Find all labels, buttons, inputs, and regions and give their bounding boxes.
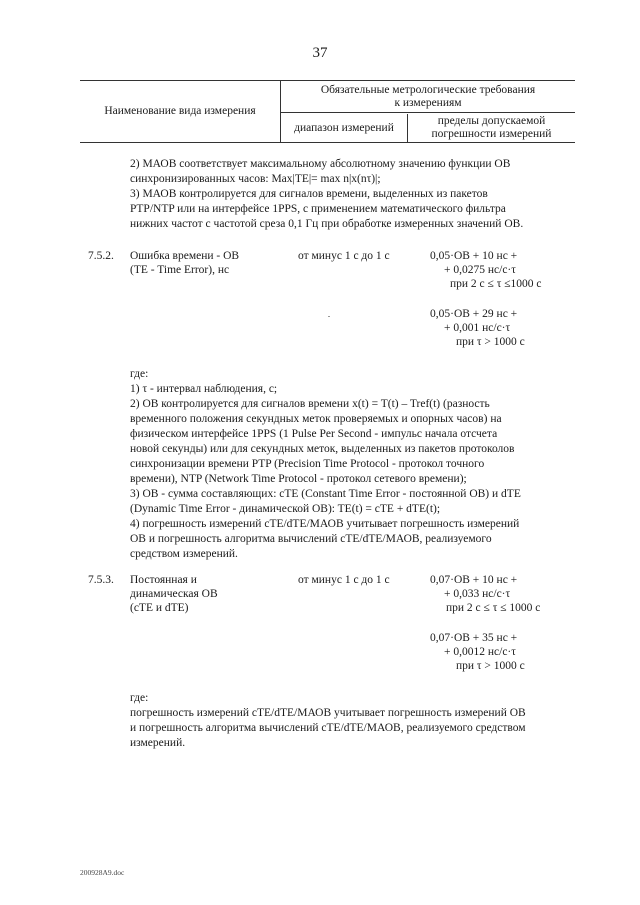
row-number: 7.5.2. [88,250,114,262]
notes-7-5-3 [130,691,575,751]
row-accuracy-a: 0,07·ОВ + 10 нс + + 0,033 нс/с·τ при 2 с ≤ τ ≤ 1000 с [430,574,541,614]
scan-speck [328,316,330,317]
header-accuracy-line1: пределы допускаемой [437,115,546,127]
row-measurement-name: Постоянная и динамическая ОВ (cTE и dTE) [130,574,218,614]
row-range: от минус 1 с до 1 с [298,250,390,262]
text-line: ОВ и погрешность алгоритма вычислений cTE/dTE/МАОВ, реализуемого [130,533,492,545]
text-line: новой секунды) или для секундных меток, выделенных из пакетов протоколов [130,443,515,455]
text-line: 1) τ - интервал наблюдения, с; [130,383,278,395]
row-accuracy-a: 0,05·ОВ + 10 нс + + 0,0275 нс/с·τ при 2 с ≤ τ ≤1000 с [430,250,542,290]
header-range: диапазон измерений [281,114,408,142]
header-requirements [281,81,575,113]
intro-notes [130,157,575,232]
row-number: 7.5.3. [88,574,114,586]
page-number: 37 [312,45,328,61]
text-line: физическом интерфейсе 1PPS (1 Pulse Per Second - импульс начала отсчета [130,428,498,440]
text-line: (Dynamic Time Error - динамической ОВ): TE(t) = cTE + dTE(t); [130,503,441,515]
header-req-line2: к измерениям [394,97,462,109]
text-line: где: [130,368,149,380]
text-line: и погрешность алгоритма вычислений cTE/dTE/МАОВ, реализуемого средством [130,722,526,734]
text-line: PTP/NTP или на интерфейсе 1PPS, с применением математического фильтра [130,203,506,215]
row-accuracy-b: 0,07·ОВ + 35 нс + + 0,0012 нс/с·τ при τ > 1000 с [430,632,525,672]
text-line: измерений. [130,737,186,749]
text-line: синхронизации времени PTP (Precision Time Protocol - протокол точного [130,458,485,470]
text-line: нижних частот с частотой среза 0,1 Гц при обработке измеренных значений ОВ. [130,218,524,230]
row-accuracy-b: 0,05·ОВ + 29 нс + + 0,001 нс/с·τ при τ > 1000 с [430,308,525,348]
header-accuracy-line2: погрешности измерений [431,128,552,140]
footer-filename: 200928А9.doc [80,868,125,877]
text-line: где: [130,692,149,704]
header-req-line1: Обязательные метрологические требования [320,84,536,96]
text-line: 2) ОВ контролируется для сигналов времени x(t) = T(t) – Tref(t) (разность [130,398,490,410]
header-measurement-name-cell [80,81,281,142]
row-measurement-name: Ошибка времени - ОВ (TE - Time Error), нс [130,250,240,276]
text-line: временного положения секундных меток проверяемых и опорных часов) на [130,413,502,425]
table-header [80,80,575,143]
row-range: от минус 1 с до 1 с [298,574,390,586]
text-line: 3) ОВ - сумма составляющих: cTE (Constant Time Error - постоянной ОВ) и dTE [130,488,521,500]
text-line: синхронизированных часов: Max|TE|= max n|x(nτ)|; [130,173,381,185]
text-line: средством измерений. [130,548,238,560]
notes-7-5-2 [130,367,575,562]
text-line: времени), NTP (Network Time Protocol - протокол сетевого времени); [130,473,467,485]
header-accuracy [408,114,575,143]
header-measurement-name: Наименование вида измерения [104,105,256,117]
text-line: 3) МАОВ контролируется для сигналов времени, выделенных из пакетов [130,188,488,200]
text-line: погрешность измерений cTE/dTE/МАОВ учитывает погрешность измерений ОВ [130,707,526,719]
text-line: 4) погрешность измерений cTE/dTE/МАОВ учитывает погрешность измерений [130,518,520,530]
text-line: 2) МАОВ соответствует максимальному абсолютному значению функции ОВ [130,158,511,170]
